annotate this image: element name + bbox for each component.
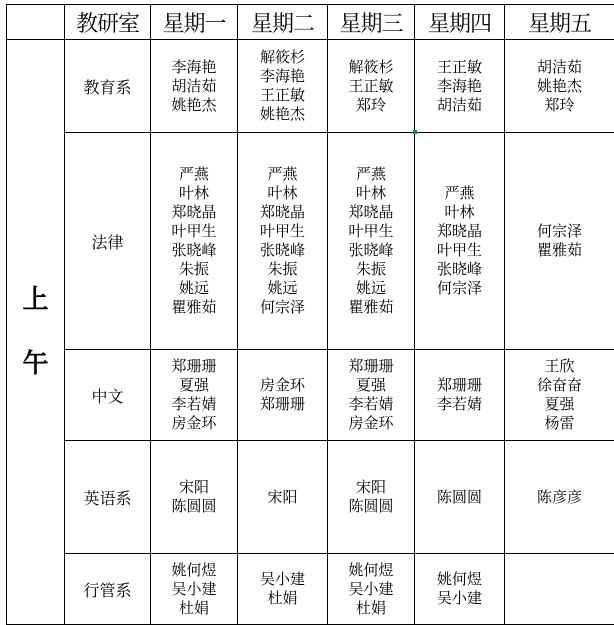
staff-name: 瞿雅茹 bbox=[328, 298, 414, 317]
staff-name: 瞿雅茹 bbox=[151, 298, 237, 317]
staff-name: 郑玲 bbox=[505, 96, 614, 115]
staff-name: 吴小建 bbox=[415, 589, 504, 608]
staff-name: 夏强 bbox=[151, 376, 237, 395]
header-day-mon: 星期一 bbox=[151, 5, 238, 40]
staff-name: 张晓峰 bbox=[238, 241, 327, 260]
staff-name: 李海艳 bbox=[238, 67, 327, 86]
schedule-cell bbox=[415, 441, 505, 554]
staff-name: 张晓峰 bbox=[328, 241, 414, 260]
staff-name: 严燕 bbox=[328, 165, 414, 184]
staff-name: 胡洁茹 bbox=[415, 96, 504, 115]
staff-name: 陈彦彦 bbox=[505, 488, 614, 507]
staff-name: 杨雷 bbox=[505, 414, 614, 433]
staff-name: 杜娟 bbox=[238, 589, 327, 608]
schedule-table bbox=[6, 4, 614, 625]
staff-name: 何宗泽 bbox=[238, 298, 327, 317]
staff-name: 宋阳 bbox=[238, 488, 327, 507]
staff-name: 吴小建 bbox=[151, 580, 237, 599]
table-row bbox=[7, 133, 614, 350]
dept-cell: 英语系 bbox=[65, 441, 151, 554]
staff-name: 李若婧 bbox=[328, 395, 414, 414]
staff-name: 夏强 bbox=[328, 376, 414, 395]
staff-name: 郑晓晶 bbox=[328, 203, 414, 222]
staff-name: 姚远 bbox=[238, 279, 327, 298]
staff-name: 姚艳杰 bbox=[505, 77, 614, 96]
staff-name: 郑晓晶 bbox=[151, 203, 237, 222]
staff-name: 叶甲生 bbox=[328, 222, 414, 241]
staff-name: 朱振 bbox=[151, 260, 237, 279]
header-day-fri: 星期五 bbox=[505, 5, 614, 40]
dept-cell: 中文 bbox=[65, 350, 151, 441]
staff-name: 姚何煜 bbox=[328, 561, 414, 580]
staff-name: 胡洁茹 bbox=[505, 58, 614, 77]
table-row bbox=[7, 554, 614, 625]
staff-name: 王正敏 bbox=[415, 58, 504, 77]
staff-name: 严燕 bbox=[415, 184, 504, 203]
staff-name: 陈圆圆 bbox=[328, 497, 414, 516]
staff-name: 瞿雅茹 bbox=[505, 241, 614, 260]
schedule-cell bbox=[238, 554, 328, 625]
staff-name: 徐奋奋 bbox=[505, 376, 614, 395]
staff-name: 严燕 bbox=[238, 165, 327, 184]
staff-name: 叶甲生 bbox=[238, 222, 327, 241]
staff-name: 张晓峰 bbox=[151, 241, 237, 260]
staff-name: 解筱杉 bbox=[328, 58, 414, 77]
staff-name: 郑玲 bbox=[328, 96, 414, 115]
table-row bbox=[7, 40, 614, 133]
schedule-cell bbox=[505, 554, 614, 625]
staff-name: 姚远 bbox=[328, 279, 414, 298]
staff-name: 叶林 bbox=[415, 203, 504, 222]
staff-name: 何宗泽 bbox=[415, 279, 504, 298]
schedule-cell bbox=[328, 40, 415, 133]
schedule-cell bbox=[238, 441, 328, 554]
staff-name: 王正敏 bbox=[238, 86, 327, 105]
staff-name: 叶甲生 bbox=[415, 241, 504, 260]
table-row bbox=[7, 441, 614, 554]
staff-name: 房金环 bbox=[238, 376, 327, 395]
header-day-thu: 星期四 bbox=[415, 5, 505, 40]
staff-name: 李海艳 bbox=[415, 77, 504, 96]
staff-name: 胡洁茹 bbox=[151, 77, 237, 96]
staff-name: 郑珊珊 bbox=[151, 357, 237, 376]
schedule-cell bbox=[238, 350, 328, 441]
dept-cell: 行管系 bbox=[65, 554, 151, 625]
staff-name: 陈圆圆 bbox=[415, 488, 504, 507]
staff-name: 吴小建 bbox=[238, 570, 327, 589]
schedule-cell bbox=[328, 133, 415, 350]
staff-name: 叶林 bbox=[238, 184, 327, 203]
staff-name: 王正敏 bbox=[328, 77, 414, 96]
staff-name: 陈圆圆 bbox=[151, 497, 237, 516]
schedule-cell bbox=[505, 441, 614, 554]
schedule-cell bbox=[415, 133, 505, 350]
staff-name: 杜娟 bbox=[328, 599, 414, 618]
schedule-cell bbox=[415, 350, 505, 441]
staff-name: 吴小建 bbox=[328, 580, 414, 599]
staff-name: 李若婧 bbox=[415, 395, 504, 414]
schedule-cell bbox=[505, 133, 614, 350]
staff-name: 严燕 bbox=[151, 165, 237, 184]
header-period-cell bbox=[7, 5, 65, 40]
schedule-cell bbox=[505, 350, 614, 441]
period-morning-cell bbox=[7, 40, 65, 625]
dept-cell: 教育系 bbox=[65, 40, 151, 133]
staff-name: 叶林 bbox=[151, 184, 237, 203]
schedule-cell bbox=[151, 554, 238, 625]
staff-name: 姚何煜 bbox=[415, 570, 504, 589]
staff-name: 杜娟 bbox=[151, 599, 237, 618]
schedule-cell bbox=[151, 133, 238, 350]
staff-name: 朱振 bbox=[238, 260, 327, 279]
staff-name: 郑晓晶 bbox=[415, 222, 504, 241]
staff-name: 张晓峰 bbox=[415, 260, 504, 279]
header-row bbox=[7, 5, 614, 40]
period-char: 午 bbox=[7, 332, 64, 396]
staff-name: 姚艳杰 bbox=[151, 96, 237, 115]
table-row bbox=[7, 350, 614, 441]
staff-name: 何宗泽 bbox=[505, 222, 614, 241]
staff-name: 解筱杉 bbox=[238, 48, 327, 67]
cell-marker bbox=[413, 130, 417, 134]
schedule-cell bbox=[151, 40, 238, 133]
staff-name: 姚远 bbox=[151, 279, 237, 298]
staff-name: 郑珊珊 bbox=[328, 357, 414, 376]
schedule-cell bbox=[415, 40, 505, 133]
staff-name: 郑珊珊 bbox=[238, 395, 327, 414]
staff-name: 宋阳 bbox=[151, 478, 237, 497]
schedule-cell bbox=[328, 554, 415, 625]
schedule-cell bbox=[238, 133, 328, 350]
schedule-cell bbox=[328, 350, 415, 441]
staff-name: 郑晓晶 bbox=[238, 203, 327, 222]
header-day-wed: 星期三 bbox=[328, 5, 415, 40]
staff-name: 夏强 bbox=[505, 395, 614, 414]
schedule-cell bbox=[238, 40, 328, 133]
schedule-cell bbox=[328, 441, 415, 554]
header-dept-cell: 教研室 bbox=[65, 5, 151, 40]
staff-name: 房金环 bbox=[151, 414, 237, 433]
header-day-tue: 星期二 bbox=[238, 5, 328, 40]
staff-name: 姚何煜 bbox=[151, 561, 237, 580]
staff-name: 李若婧 bbox=[151, 395, 237, 414]
schedule-cell bbox=[505, 40, 614, 133]
staff-name: 姚艳杰 bbox=[238, 105, 327, 124]
staff-name: 朱振 bbox=[328, 260, 414, 279]
staff-name: 叶林 bbox=[328, 184, 414, 203]
staff-name: 房金环 bbox=[328, 414, 414, 433]
staff-name: 郑珊珊 bbox=[415, 376, 504, 395]
period-char: 上 bbox=[7, 268, 64, 332]
staff-name: 叶甲生 bbox=[151, 222, 237, 241]
schedule-cell bbox=[151, 441, 238, 554]
dept-cell: 法律 bbox=[65, 133, 151, 350]
schedule-cell bbox=[151, 350, 238, 441]
schedule-cell bbox=[415, 554, 505, 625]
staff-name: 王欣 bbox=[505, 357, 614, 376]
staff-name: 宋阳 bbox=[328, 478, 414, 497]
staff-name: 李海艳 bbox=[151, 58, 237, 77]
